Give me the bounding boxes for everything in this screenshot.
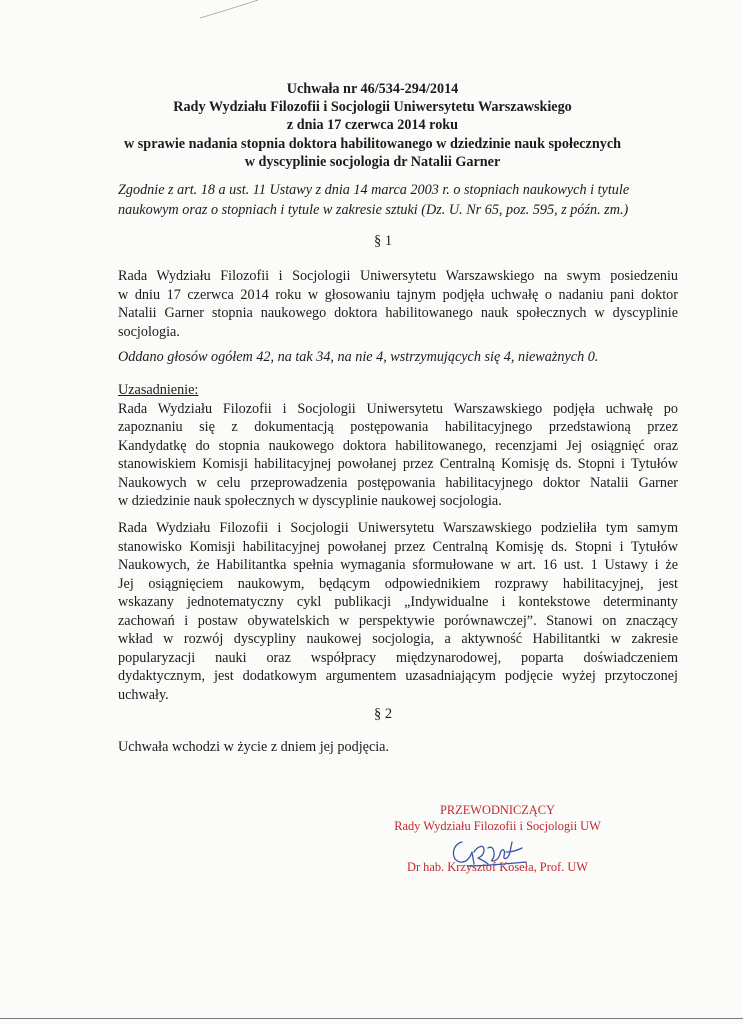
text-line: popularyzacji nauki oraz współpracy międzynarodowej, poparta doświadczeniem <box>118 649 678 666</box>
legal-basis-line: Zgodnie z art. 18 a ust. 11 Ustawy z dnia 14 marca 2003 r. o stopniach naukowych i tytule <box>118 182 630 198</box>
text-line: wkład w rozwój dyscypliny naukowej socjologia, a aktywność Habilitantki w zakresie <box>118 631 678 647</box>
council-name: Rady Wydziału Filozofii i Socjologii Uniwersytetu Warszawskiego <box>173 99 572 116</box>
resolution-discipline: w dyscyplinie socjologia dr Natalii Garner <box>244 153 501 170</box>
resolution-subject: w sprawie nadania stopnia doktora habilitowanego w dziedzinie nauk społecznych <box>123 135 622 152</box>
vote-results: Oddano głosów ogółem 42, na tak 34, na nie 4, wstrzymujących się 4, nieważnych 0. <box>118 349 599 365</box>
section-2-mark: § 2 <box>373 706 393 722</box>
text-line: Kandydatkę do stopnia naukowego doktora habilitowanego, recenzjami Jej osiągnięć oraz <box>118 437 678 454</box>
text-line: dydaktycznym, jest dodatkowym argumentem uzasadniającym podjęcie wyżej przytoczonej <box>118 668 678 684</box>
handwritten-signature <box>448 836 528 870</box>
legal-basis <box>118 181 648 220</box>
text-line: w dziedzinie nauk społecznych w dyscyplinie naukowej socjologia. <box>118 493 502 509</box>
text-line: wskazany jednotematyczny cykl publikacji „Indywidualne i kontekstowe determinanty <box>118 594 678 610</box>
justification-paragraph-2 <box>118 519 678 704</box>
resolution-title <box>100 80 645 171</box>
resolution-number: Uchwała nr 46/534-294/2014 <box>286 81 459 97</box>
section-1-text <box>118 267 678 341</box>
signer-name: Dr hab. Krzysztof Koseła, Prof. UW <box>407 860 588 874</box>
signature-role: PRZEWODNICZĄCY <box>440 803 555 817</box>
section-1-mark: § 1 <box>373 233 393 249</box>
text-line: stanowiskiem Komisji habilitacyjnej powołanej przez Centralną Komisję ds. Stopni i Tytułów <box>118 456 678 472</box>
section-2-text: Uchwała wchodzi w życie z dniem jej podjęcia. <box>118 739 390 755</box>
text-line: stanowisko Komisji habilitacyjnej powołanej przez Centralną Komisję ds. Stopni i Tytułów <box>118 538 678 555</box>
justification-heading: Uzasadnienie: <box>118 382 199 398</box>
resolution-date: z dnia 17 czerwca 2014 roku <box>286 117 459 134</box>
scan-corner-mark <box>200 0 260 20</box>
text-line: Natalii Garner stopnia naukowego doktora habilitowanego nauk społecznych w dyscyplinie <box>118 305 678 321</box>
text-line: Rada Wydziału Filozofii i Socjologii Uniwersytetu Warszawskiego podjęła uchwałę po <box>118 400 678 417</box>
text-line: Jej osiągnięciem naukowym, będącym odpowiednikiem rozprawy habilitacyjnej, jest <box>118 575 678 592</box>
text-line: Naukowych, że Habilitantka spełnia wymagania sformułowane w art. 16 ust. 1 Ustawy i że <box>118 557 678 573</box>
text-line: Rada Wydziału Filozofii i Socjologii Uniwersytetu Warszawskiego na swym posiedzeniu <box>118 268 678 284</box>
text-line: zachowań i postaw obywatelskich w perspektywie porównawczej”. Stanowi on znaczący <box>118 612 678 629</box>
justification-block <box>118 381 678 511</box>
scan-bottom-edge <box>0 1018 743 1019</box>
text-line: socjologia. <box>118 323 180 340</box>
text-line: Naukowych w celu przeprowadzenia postępowania habilitacyjnego doktor Natalii Garner <box>118 474 678 491</box>
text-line: w dniu 17 czerwca 2014 roku w głosowaniu tajnym podjęła uchwałę o nadaniu pani doktor <box>118 286 678 303</box>
text-line: uchwały. <box>118 686 169 703</box>
text-line: zapoznaniu się z dokumentacją postępowania habilitacyjnego przedstawioną przez <box>118 419 678 435</box>
legal-basis-line: naukowym oraz o stopniach i tytule w zakresie sztuki (Dz. U. Nr 65, poz. 595, z późn. zm.) <box>118 201 629 218</box>
text-line: Rada Wydziału Filozofii i Socjologii Uniwersytetu Warszawskiego podzieliła tym samym <box>118 520 678 536</box>
signature-council: Rady Wydziału Filozofii i Socjologii UW <box>394 818 601 833</box>
